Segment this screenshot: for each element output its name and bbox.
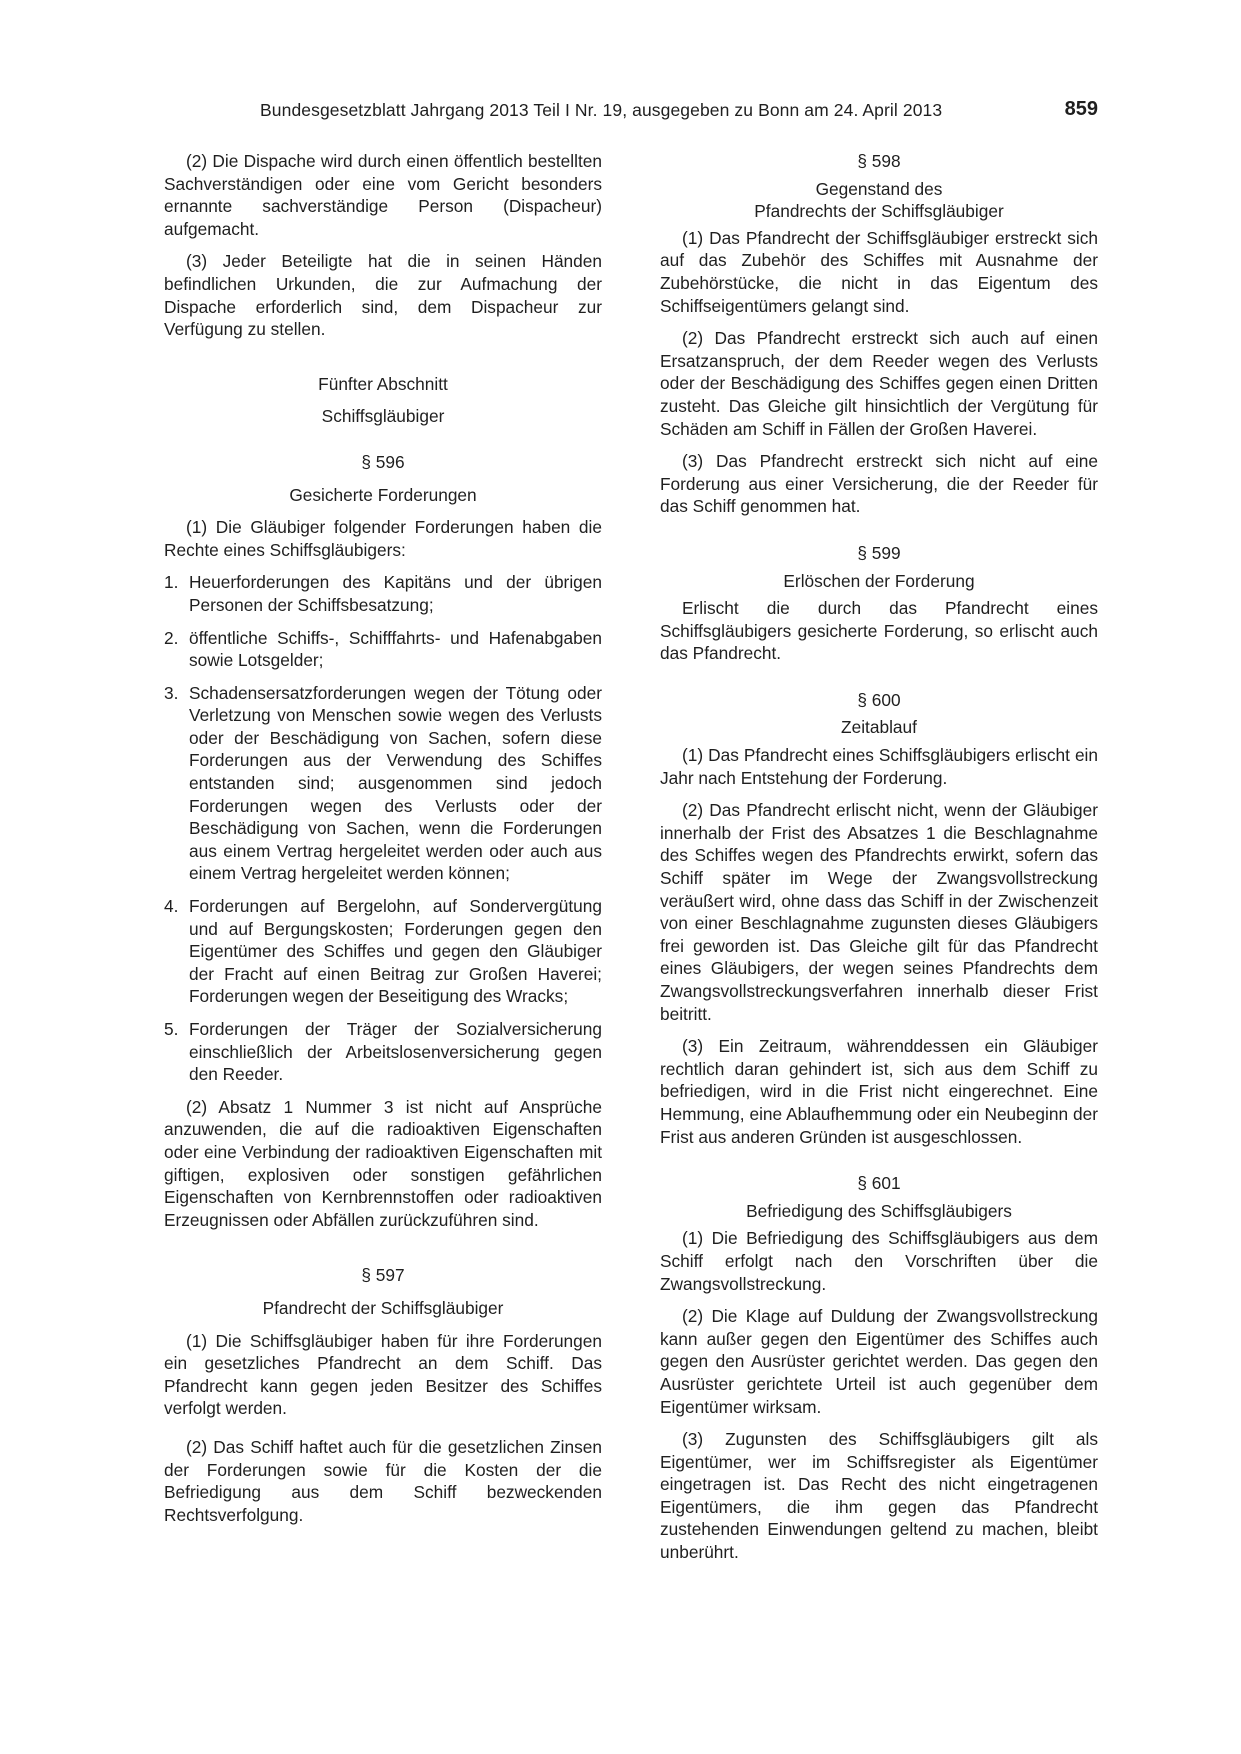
paragraph: (2) Die Dispache wird durch einen öffentlich bestellten Sachverständigen oder eine vom Gericht besonders ernannte sachverständige Person (Dispacheur) aufgemacht. xyxy=(164,151,602,239)
paragraph-number-596: § 596 xyxy=(361,451,405,472)
paragraph: (1) Das Pfandrecht eines Schiffsgläubigers erlischt ein Jahr nach Entstehung der Forderung. xyxy=(660,745,1098,788)
page-number: 859 xyxy=(1064,98,1098,120)
paragraph-title-596: Gesicherte Forderungen xyxy=(289,484,477,505)
list-item-text: öffentliche Schiffs-, Schifffahrts- und Hafenabgaben sowie Lotsgelder; xyxy=(189,627,602,671)
paragraph: (1) Die Gläubiger folgender Forderungen haben die Rechte eines Schiffsgläubigers: xyxy=(164,517,602,560)
paragraph-title-597: Pfandrecht der Schiffsgläubiger xyxy=(262,1297,504,1318)
list-item-number: 5. xyxy=(164,1019,179,1039)
list-item-number: 2. xyxy=(164,627,179,648)
right-column xyxy=(660,150,1098,1574)
left-column xyxy=(164,150,602,1536)
paragraph-title-601: Befriedigung des Schiffsgläubigers xyxy=(746,1200,1012,1221)
paragraph-number-597: § 597 xyxy=(361,1265,405,1286)
paragraph: (2) Die Klage auf Duldung der Zwangsvollstreckung kann außer gegen den Eigentümer des Schiffes auch gegen den Ausrüster gerichtet werden. Das gegen den Ausrüster gerichtete Urteil ist auch gegenüber dem Eigentümer wirksam. xyxy=(660,1306,1098,1417)
list-item xyxy=(164,571,602,616)
paragraph: (1) Die Schiffsgläubiger haben für ihre Forderungen ein gesetzliches Pfandrecht an dem Schiff. Das Pfandrecht kann gegen jeden Besitzer des Schiffes verfolgt werden. xyxy=(164,1330,602,1419)
list-item-number: 3. xyxy=(164,682,179,703)
list-item xyxy=(164,895,602,1008)
page-header xyxy=(164,100,1098,126)
paragraph-title-598-line1: Gegenstand des xyxy=(815,178,943,199)
paragraph-number-599: § 599 xyxy=(857,542,901,563)
paragraph: (1) Die Befriedigung des Schiffsgläubigers aus dem Schiff erfolgt nach den Vorschriften über die Zwangsvollstreckung. xyxy=(660,1228,1098,1294)
paragraph: (3) Zugunsten des Schiffsgläubigers gilt als Eigentümer, wer im Schiffsregister als Eigentümer eingetragen ist. Das Recht des nicht eingetragenen Eigentümers, die ihm gegen das Pfandrecht zustehenden Einwendungen geltend zu machen, bleibt unberührt. xyxy=(660,1429,1098,1563)
paragraph-number-600: § 600 xyxy=(857,689,901,710)
paragraph: (2) Das Pfandrecht erlischt nicht, wenn der Gläubiger innerhalb der Frist des Absatzes 1 die Beschlagnahme des Schiffes wegen des Pfandrechts erwirkt, sofern das Schiff später im Wege der Zwangsvollstreckung veräußert wird, ohne dass das Schiff in der Zwischenzeit von einer Beschlagnahme zugunsten dieses Gläubigers frei geworden ist. Das Gleiche gilt für das Pfandrecht eines Gläubigers, der wegen seines Pfandrechts dem Zwangsvollstreckungsverfahren innerhalb dieser Frist beitritt. xyxy=(660,800,1098,1024)
list-item-text: Forderungen auf Bergelohn, auf Sondervergütung und auf Bergungskosten; Forderungen gegen den Eigentümer des Schiffes und gegen den Gläubiger der Fracht auf einen Beitrag zur Großen Haverei; Forderungen wegen der Beseitigung des Wracks; xyxy=(189,896,602,1007)
paragraph-number-598: § 598 xyxy=(857,151,901,171)
list-item xyxy=(164,1018,602,1086)
list-item-text: Forderungen der Träger der Sozialversicherung einschließlich der Arbeitslosenversicherung gegen den Reeder. xyxy=(189,1019,602,1085)
section-subtitle: Schiffsgläubiger xyxy=(321,406,445,427)
paragraph: Erlischt die durch das Pfandrecht eines Schiffsgläubigers gesicherte Forderung, so erlischt auch das Pfandrecht. xyxy=(660,598,1098,664)
list-item-text: Heuerforderungen des Kapitäns und der übrigen Personen der Schiffsbesatzung; xyxy=(189,572,602,615)
list-item xyxy=(164,627,602,672)
list-item-number: 1. xyxy=(164,572,179,593)
paragraph-title-599: Erlöschen der Forderung xyxy=(783,570,975,591)
paragraph: (2) Absatz 1 Nummer 3 ist nicht auf Ansprüche anzuwenden, die auf die radioaktiven Eigenschaften oder eine Verbindung der radioaktiven Eigenschaften mit giftigen, explosiven oder sonstigen gefährlichen Eigenschaften von Kernbrennstoffen oder radioaktiven Erzeugnissen oder Abfällen zurückzuführen sind. xyxy=(164,1096,602,1230)
paragraph: (3) Ein Zeitraum, währenddessen ein Gläubiger rechtlich daran gehindert ist, sich aus dem Schiff zu befriedigen, wird in die Frist nicht eingerechnet. Eine Hemmung, eine Ablaufhemmung oder ein Neubeginn der Frist aus anderen Gründen ist ausgeschlossen. xyxy=(660,1036,1098,1147)
paragraph-title-600: Zeitablauf xyxy=(841,717,917,738)
paragraph: (3) Jeder Beteiligte hat die in seinen Händen befindlichen Urkunden, die zur Aufmachung der Dispache erforderlich sind, dem Dispacheur zur Verfügung zu stellen. xyxy=(164,251,602,340)
paragraph-title-598-line2: Pfandrechts der Schiffsgläubiger xyxy=(754,201,1004,222)
paragraph-number-601: § 601 xyxy=(857,1173,901,1194)
paragraph: (2) Das Pfandrecht erstreckt sich auch auf einen Ersatzanspruch, der dem Reeder wegen des Verlusts oder der Beschädigung des Schiffes gegen einen Dritten zusteht. Das Gleiche gilt hinsichtlich der Vergütung für Schäden am Schiff in Fällen der Großen Haverei. xyxy=(660,328,1098,439)
paragraph: (2) Das Schiff haftet auch für die gesetzlichen Zinsen der Forderungen sowie für die Kosten der die Befriedigung aus dem Schiff bezweckenden Rechtsverfolgung. xyxy=(164,1436,602,1525)
list-item-number: 4. xyxy=(164,896,179,917)
header-title: Bundesgesetzblatt Jahrgang 2013 Teil I Nr. 19, ausgegeben zu Bonn am 24. April 2013 xyxy=(260,100,943,120)
paragraph: (1) Das Pfandrecht der Schiffsgläubiger erstreckt sich auf das Zubehör des Schiffes mit Ausnahme der Zubehörstücke, die nicht in das Eigentum des Schiffseigentümers gelangt sind. xyxy=(660,227,1098,316)
section-title: Fünfter Abschnitt xyxy=(318,373,448,394)
list-item-text: Schadensersatzforderungen wegen der Tötung oder Verletzung von Menschen sowie wegen des Verlusts oder der Beschädigung von Sachen, sofern diese Forderungen aus der Verwendung des Schiffes entstanden sind; ausgenommen sind jedoch Forderungen wegen des Verlusts oder der Beschädigung von Sachen, wenn die Forderungen aus einem Vertrag hergeleitet werden oder auch aus einem Vertrag hergeleitet werden können; xyxy=(189,682,602,884)
paragraph: (3) Das Pfandrecht erstreckt sich nicht auf eine Forderung aus einer Versicherung, die der Reeder für das Schiff genommen hat. xyxy=(660,451,1098,517)
claims-list xyxy=(164,571,602,1085)
list-item xyxy=(164,682,602,885)
